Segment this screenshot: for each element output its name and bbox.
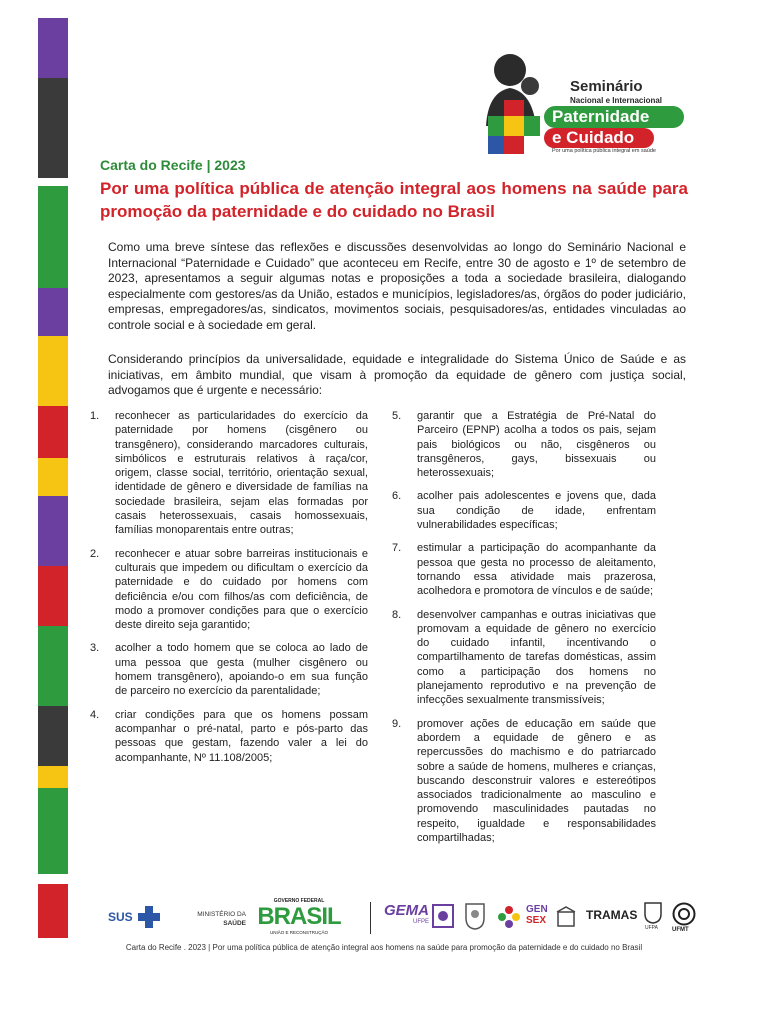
list-item-number: 4.: [90, 708, 100, 721]
bar-segment-green: [38, 626, 68, 706]
list-item-text: estimular a participação do acompanhante da pessoa que gesta no processo de aleitamento, tornando essa atividade mais prazerosa, acolhedora e promotora de vínculos e de saúde;: [417, 542, 656, 598]
logo-paternidade: Paternidade: [552, 107, 650, 126]
partner-logos: [104, 892, 704, 942]
list-item-number: 5.: [392, 410, 402, 422]
list-item: [392, 489, 656, 532]
proposals-list-right: [392, 409, 656, 854]
list-item: [392, 409, 656, 480]
bar-segment-yellow: [38, 458, 68, 496]
university-crest-icon: [464, 902, 486, 930]
emblem-icon: [432, 904, 454, 928]
ufmt-label: UFMT: [672, 927, 689, 933]
ministerio-label: MINISTÉRIO DA: [197, 911, 246, 918]
bar-segment-yellow: [38, 766, 68, 788]
list-item-text: reconhecer e atuar sobre barreiras institucionais e culturais que impedem ou dificultam o exercício da paternidade e do cuidado por homens com deficiência e/ou com filhos/as com deficiência, de modo a promover condições para que o exercício deste direito seja garantido;: [115, 547, 368, 632]
list-item-text: garantir que a Estratégia de Pré-Natal do Parceiro (EPNP) acolha a todos os pais, sejam pais biológicos ou não, cisgêneros ou transgêneros, gays, bissexuais ou heterossexuais;: [417, 410, 656, 480]
list-item: [90, 708, 368, 765]
governo-federal-logo: [256, 898, 342, 935]
list-item-text: desenvolver campanhas e outras iniciativas que promovam a equidade de gênero no exercício do cuidado infantil, incentivando o compartilhamento de tarefas domésticas, assim como a participação dos homens no planejamento reprodutivo e na prevenção de infecções sexualmente transmissíveis;: [417, 608, 656, 707]
brasil-label: BRASIL: [257, 903, 341, 930]
ministerio-logo: [174, 910, 246, 928]
gema-label: GEMA: [384, 902, 429, 919]
ufpa-crest-icon: [644, 902, 662, 924]
list-item-text: acolher pais adolescentes e jovens que, dada sua condição de idade, enfrentam vulnerabilidades específicas;: [417, 490, 656, 532]
bar-segment-green: [38, 186, 68, 288]
list-item: [392, 717, 656, 846]
bar-segment-purple: [38, 288, 68, 336]
list-item-number: 2.: [90, 547, 100, 560]
event-logo: [478, 40, 688, 158]
gov-federal-label: GOVERNO FEDERAL: [273, 898, 325, 904]
building-icon: [556, 906, 576, 928]
list-item: [392, 608, 656, 708]
list-item-text: reconhecer as particularidades do exercício da paternidade por homens (cisgênero ou transgênero), considerando marcadores culturais, simbólicos e estruturais relativos à raça/cor, origem, classe social, território, orientação sexual, identidade de gênero e diversidade de famílias na sociedade brasileira, sejam elas formadas por casais heterossexuais, casais homossexuais, famílias monoparentais entre outras;: [115, 410, 368, 537]
list-item-text: criar condições para que os homens possam acompanhar o pré-natal, parto e pós-parto das pessoas que gestam, fazendo valer a lei do acompanhante, Nº 11.108/2005;: [115, 708, 368, 764]
list-item-number: 6.: [392, 490, 402, 503]
document-subtitle: Carta do Recife | 2023: [100, 157, 246, 173]
list-item-number: 9.: [392, 717, 402, 730]
logo-divider: [370, 902, 371, 934]
bar-segment-red: [38, 566, 68, 626]
proposals-list-left: [90, 409, 368, 774]
bar-segment-purple: [38, 496, 68, 566]
gensex-logo: [526, 904, 548, 926]
bar-segment-green: [38, 788, 68, 874]
ufpe-label: UFPE: [412, 919, 429, 925]
ufpa-label: UFPA: [645, 925, 658, 931]
document-title: Por uma política pública de atenção integral aos homens na saúde para promoção da paternidade e do cuidado no Brasil: [100, 179, 688, 221]
footer-caption: Carta do Recife . 2023 | Por uma política pública de atenção integral aos homens na saúde para promoção da paternidade e do cuidado no Brasil: [125, 943, 643, 952]
flower-icon: [496, 904, 522, 930]
intro-paragraph: Como uma breve síntese das reflexões e discussões desenvolvidas ao longo do Seminário Nacional e Internacional “Paternidade e Cuidado” que aconteceu em Recife, entre 30 de agosto e 1º de setembro de 2023, apresentamos a seguir algumas notas e proposições a toda a sociedade brasileira, dialogando especialmente com gestores/as da União, estados e municípios, legisladores/as, órgãos do poder judiciário, empresas, empregadores/as, sindicatos, movimentos sociais, pesquisadores/as, entidades vinculadas ao controle social e à sociedade em geral.: [108, 240, 686, 332]
sus-logo: SUS: [108, 910, 133, 924]
bar-segment-red: [38, 406, 68, 458]
list-item-text: promover ações de educação em saúde que abordem a equidade de gênero e as repercussões do machismo e do patriarcado sobre a saúde de homens, mulheres e crianças, buscando desconstruir valores e estereótipos associados tradicionalmente ao masculino e promovendo masculinidades pautadas no respeito, igualdade e responsabilidades compartilhadas;: [417, 717, 656, 845]
considerations-paragraph: Considerando princípios da universalidade, equidade e integralidade do Sistema Único de Saúde e as iniciativas, em âmbito mundial, que visam à promoção da equidade de gênero com justiça social, advogamos que é urgente e necessário:: [108, 352, 686, 397]
list-item-number: 1.: [90, 410, 100, 422]
bar-segment-purple: [38, 18, 68, 78]
list-item: [90, 641, 368, 698]
bar-segment-red: [38, 884, 68, 938]
bar-segment-yellow: [38, 336, 68, 406]
list-item: [90, 409, 368, 538]
decorative-color-bar: [38, 18, 68, 938]
logo-subtitle: Nacional e Internacional: [570, 96, 663, 105]
tramas-logo: TRAMAS: [586, 908, 638, 922]
bar-segment-dark: [38, 706, 68, 766]
gen-label: GEN: [526, 904, 548, 915]
logo-tagline: Por uma política pública integral em saúde: [552, 148, 656, 154]
sus-cross-icon: [138, 906, 160, 928]
gema-logo: [384, 902, 429, 925]
list-item-number: 3.: [90, 642, 100, 655]
list-item-text: acolher a todo homem que se coloca ao lado de uma pessoa que gesta (mulher cisgênero ou homem transgênero), apoiando-o em sua função de parceiro no exercício da parentalidade;: [115, 642, 368, 698]
list-item: [392, 541, 656, 598]
logo-title: Seminário: [570, 78, 643, 95]
uniao-label: UNIÃO E RECONSTRUÇÃO: [269, 930, 328, 935]
logo-cuidado: e Cuidado: [552, 128, 635, 147]
sex-label: SEX: [526, 915, 547, 926]
list-item-number: 7.: [392, 542, 402, 555]
list-item-number: 8.: [392, 608, 402, 621]
saude-label: SAÚDE: [223, 920, 246, 927]
bar-segment-dark: [38, 78, 68, 178]
list-item: [90, 547, 368, 633]
ufmt-emblem-icon: [672, 902, 696, 926]
